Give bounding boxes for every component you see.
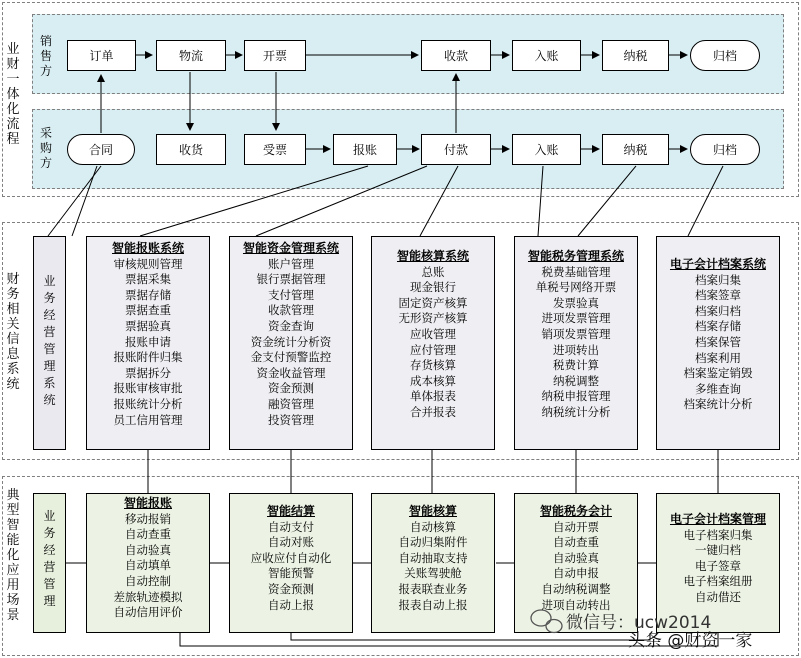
section-middle-label: 财务相关信息系统 xyxy=(6,272,20,392)
scenario-title: 智能报账 xyxy=(123,496,172,510)
scenario-item: 移动报销 xyxy=(125,511,171,526)
system-box-tax xyxy=(514,236,638,450)
system-item: 多维查询 xyxy=(695,381,741,396)
business-mgmt-scenario-box xyxy=(33,493,66,633)
system-item: 税费计算 xyxy=(553,358,599,373)
system-item: 资金查询 xyxy=(268,318,314,333)
scenario-item: 电子档案组册 xyxy=(683,574,753,589)
system-item: 现金银行 xyxy=(410,280,456,295)
system-item: 票据采集 xyxy=(125,272,171,287)
scenario-title: 智能结算 xyxy=(266,504,315,518)
system-title: 电子会计档案系统 xyxy=(669,257,766,271)
scenario-item: 自动验真 xyxy=(553,550,599,565)
scenario-box-accounting xyxy=(371,493,495,633)
system-item: 总账 xyxy=(421,264,445,279)
scenario-box-settlement xyxy=(229,493,353,633)
purchase-node-booking: 入账 xyxy=(512,134,581,165)
system-item: 进项发票管理 xyxy=(541,311,611,326)
system-box-expense xyxy=(86,236,210,450)
purchase-node-tax: 纳税 xyxy=(602,134,669,165)
sales-node-archive: 归档 xyxy=(690,40,760,71)
scenario-item: 报表联查业务 xyxy=(398,581,468,596)
purchase-lane-label: 采购方 xyxy=(39,126,52,170)
system-item: 应收管理 xyxy=(410,326,456,341)
system-item: 单体报表 xyxy=(410,389,456,404)
purchase-node-payment: 付款 xyxy=(421,134,491,165)
scenario-item: 自动查重 xyxy=(125,527,171,542)
system-item: 资金收益管理 xyxy=(256,365,326,380)
system-item: 单税号网络开票 xyxy=(535,280,617,295)
scenario-item: 自动控制 xyxy=(125,573,171,588)
scenario-item: 一键归档 xyxy=(695,543,741,558)
scenario-item: 资金预测 xyxy=(268,581,314,596)
scenario-item: 智能预警 xyxy=(268,566,314,581)
scenario-item: 自动填单 xyxy=(125,558,171,573)
sales-node-invoicing: 开票 xyxy=(244,40,306,71)
system-title: 智能税务管理系统 xyxy=(527,249,624,263)
system-item: 纳税统计分析 xyxy=(541,404,611,419)
system-item: 发票验真 xyxy=(553,295,599,310)
system-item: 档案签章 xyxy=(695,288,741,303)
system-item: 纳税调整 xyxy=(553,373,599,388)
system-item: 票据拆分 xyxy=(125,365,171,380)
section-top-label: 业财一体化流程 xyxy=(6,42,20,147)
scenario-item: 自动申报 xyxy=(553,566,599,581)
sales-node-booking: 入账 xyxy=(512,40,581,71)
section-bottom-label: 典型智能化应用场景 xyxy=(6,488,20,623)
scenario-item: 进项自动转出 xyxy=(541,597,611,612)
system-item: 报账附件归集 xyxy=(113,350,183,365)
system-item: 票据存储 xyxy=(125,287,171,302)
system-item: 报账申请 xyxy=(125,334,171,349)
sales-node-order: 订单 xyxy=(67,40,136,71)
system-item: 报账统计分析 xyxy=(113,396,183,411)
business-mgmt-system-box xyxy=(33,236,66,450)
scenario-item: 自动抽取支持 xyxy=(398,550,468,565)
system-title: 智能核算系统 xyxy=(396,249,469,263)
system-item: 资金预测 xyxy=(268,381,314,396)
system-box-treasury xyxy=(229,236,353,450)
system-item: 票据查重 xyxy=(125,303,171,318)
system-item: 支付管理 xyxy=(268,287,314,302)
system-item: 销项发票管理 xyxy=(541,326,611,341)
wechat-watermark: 微信号：ucw2014 xyxy=(566,613,712,633)
scenario-item: 报表自动上报 xyxy=(398,597,468,612)
sales-node-logistics: 物流 xyxy=(156,40,226,71)
system-item: 存货核算 xyxy=(410,358,456,373)
system-item: 银行票据管理 xyxy=(256,272,326,287)
system-item: 进项转出 xyxy=(553,342,599,357)
scenario-item: 自动信用评价 xyxy=(113,605,183,620)
scenario-item: 应收应付自动化 xyxy=(250,550,332,565)
scenario-item: 电子档案归集 xyxy=(683,527,753,542)
sales-node-receipt: 收款 xyxy=(421,40,491,71)
business-mgmt-scenario-label: 业务经营管理 xyxy=(43,509,56,608)
scenario-item: 自动纳税调整 xyxy=(541,581,611,596)
system-item: 应付管理 xyxy=(410,342,456,357)
scenario-item: 电子签章 xyxy=(695,558,741,573)
purchase-node-receiving: 收货 xyxy=(156,134,226,165)
system-item: 合并报表 xyxy=(410,404,456,419)
system-item: 收款管理 xyxy=(268,303,314,318)
system-item: 无形资产核算 xyxy=(398,311,468,326)
system-box-archive xyxy=(656,236,780,450)
scenario-item: 自动查重 xyxy=(553,535,599,550)
system-item: 档案归集 xyxy=(695,272,741,287)
scenario-item: 自动核算 xyxy=(410,519,456,534)
scenario-item: 自动对账 xyxy=(268,535,314,550)
purchase-node-contract: 合同 xyxy=(67,134,135,165)
scenario-title: 智能税务会计 xyxy=(539,504,612,518)
scenario-box-expense xyxy=(86,493,210,633)
system-item: 账户管理 xyxy=(268,256,314,271)
purchase-node-expense-claim: 报账 xyxy=(333,134,397,165)
system-item: 票据验真 xyxy=(125,318,171,333)
system-item: 纳税申报管理 xyxy=(541,389,611,404)
system-item: 报账审核审批 xyxy=(113,381,183,396)
system-title: 智能报账系统 xyxy=(111,241,184,255)
scenario-title: 智能核算 xyxy=(408,504,457,518)
system-item: 档案归档 xyxy=(695,303,741,318)
system-item: 档案保管 xyxy=(695,334,741,349)
system-box-accounting xyxy=(371,236,495,450)
system-item: 投资管理 xyxy=(268,412,314,427)
system-item: 审核规则管理 xyxy=(113,256,183,271)
scenario-item: 自动验真 xyxy=(125,542,171,557)
sales-lane-label: 销售方 xyxy=(39,34,52,78)
system-item: 成本核算 xyxy=(410,373,456,388)
system-item: 金支付预警监控 xyxy=(250,350,332,365)
system-item: 档案存储 xyxy=(695,319,741,334)
sales-node-tax: 纳税 xyxy=(602,40,669,71)
system-item: 员工信用管理 xyxy=(113,412,183,427)
scenario-title: 电子会计档案管理 xyxy=(669,512,766,526)
system-item: 税费基础管理 xyxy=(541,264,611,279)
purchase-node-archive: 归档 xyxy=(690,134,760,165)
system-item: 融资管理 xyxy=(268,396,314,411)
purchase-node-invoice-receipt: 受票 xyxy=(244,134,306,165)
business-mgmt-system-label: 业务经营管理系统 xyxy=(43,274,56,407)
system-item: 资金统计分析资 xyxy=(250,334,332,349)
scenario-item: 自动开票 xyxy=(553,519,599,534)
scenario-item: 自动上报 xyxy=(268,597,314,612)
system-item: 档案鉴定销毁 xyxy=(683,366,753,381)
scenario-item: 自动借还 xyxy=(695,589,741,604)
scenario-item: 差旅轨迹模拟 xyxy=(113,589,183,604)
system-title: 智能资金管理系统 xyxy=(242,241,339,255)
toutiao-watermark: 头条 @财资一家 xyxy=(628,631,753,651)
scenario-item: 自动支付 xyxy=(268,519,314,534)
system-item: 固定资产核算 xyxy=(398,295,468,310)
system-item: 档案利用 xyxy=(695,350,741,365)
scenario-item: 关账驾驶舱 xyxy=(404,566,462,581)
scenario-item: 自动归集附件 xyxy=(398,535,468,550)
system-item: 档案统计分析 xyxy=(683,397,753,412)
